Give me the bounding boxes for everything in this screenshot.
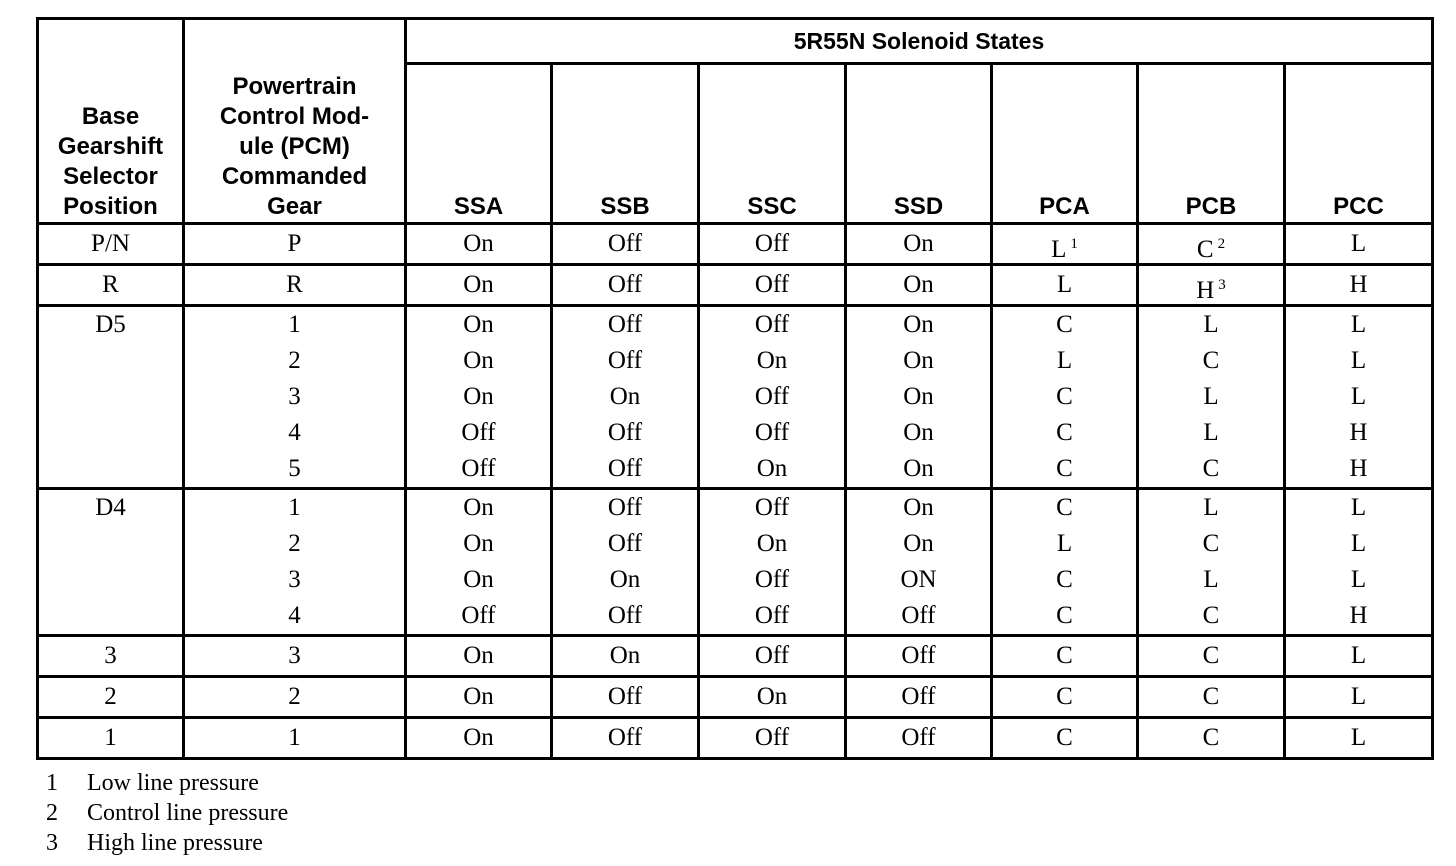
footnote-ref: 1 [1070, 236, 1078, 252]
cell-ssa: On [406, 677, 552, 718]
cell-ssc: Off [699, 224, 846, 265]
cell-ssc: Off [699, 718, 846, 759]
cell-ssb: Off [552, 677, 699, 718]
cell-ssa: On On On Off [406, 489, 552, 636]
cell-ssb: On [552, 636, 699, 677]
cell-pcc: L [1285, 224, 1433, 265]
cell-ssc: Off [699, 636, 846, 677]
cell-pcb: L C L L C [1138, 306, 1285, 489]
header-ssc: SSC [699, 64, 846, 224]
table-row [38, 224, 1433, 265]
cell-ssd: On On ON Off [846, 489, 992, 636]
cell-ssb: Off [552, 265, 699, 306]
table-row [38, 718, 1433, 759]
table-row-group [38, 306, 1433, 489]
footnote-ref: 2 [1217, 236, 1226, 252]
cell-pca: C L C C C [992, 306, 1138, 489]
cell-position: 3 [38, 636, 184, 677]
header-ssd: SSD [846, 64, 992, 224]
cell-position: D4 [38, 489, 184, 636]
header-selector-position: Base Gearshift Selector Position [38, 19, 184, 224]
cell-pca: L $^1$ [992, 224, 1138, 265]
cell-position: 2 [38, 677, 184, 718]
cell-pcb: C [1138, 677, 1285, 718]
cell-pcb: H $^3$ [1138, 265, 1285, 306]
cell-position: P/N [38, 224, 184, 265]
cell-pcc: L [1285, 677, 1433, 718]
footnote-ref: 3 [1218, 277, 1226, 293]
cell-ssa: On On On Off Off [406, 306, 552, 489]
cell-gear: 2 [184, 677, 406, 718]
cell-pcb: L C L C [1138, 489, 1285, 636]
cell-ssd: On [846, 224, 992, 265]
cell-gear: 1 2 3 4 5 [184, 306, 406, 489]
cell-ssb: Off [552, 718, 699, 759]
header-pcb: PCB [1138, 64, 1285, 224]
cell-ssc: Off [699, 265, 846, 306]
cell-position: 1 [38, 718, 184, 759]
cell-ssd: Off [846, 718, 992, 759]
cell-pca: L [992, 265, 1138, 306]
cell-pcb: C $^2$ [1138, 224, 1285, 265]
table-row [38, 636, 1433, 677]
footnote-2: 2 Control line pressure [46, 800, 289, 826]
cell-pcb: C [1138, 636, 1285, 677]
cell-gear: P [184, 224, 406, 265]
table-row [38, 265, 1433, 306]
cell-gear: 3 [184, 636, 406, 677]
header-pcm-commanded-gear: Powertrain Control Mod- ule (PCM) Commanded Gear [184, 19, 406, 224]
cell-pcc: L [1285, 718, 1433, 759]
cell-position: R [38, 265, 184, 306]
cell-pcc: L [1285, 636, 1433, 677]
cell-ssd: On [846, 265, 992, 306]
cell-ssc: Off On Off Off [699, 489, 846, 636]
cell-ssd: On On On On On [846, 306, 992, 489]
cell-pcb: C [1138, 718, 1285, 759]
cell-ssc: Off On Off Off On [699, 306, 846, 489]
header-ssb: SSB [552, 64, 699, 224]
cell-pcc: H [1285, 265, 1433, 306]
cell-ssb: Off [552, 224, 699, 265]
cell-pcc: L L L H [1285, 489, 1433, 636]
header-ssa: SSA [406, 64, 552, 224]
cell-gear: R [184, 265, 406, 306]
cell-gear: 1 2 3 4 [184, 489, 406, 636]
footnote-1: 1 Low line pressure [46, 770, 259, 796]
cell-ssb: Off Off On Off [552, 489, 699, 636]
table-row-group [38, 489, 1433, 636]
cell-position: D5 [38, 306, 184, 489]
header-pcc: PCC [1285, 64, 1433, 224]
cell-ssd: Off [846, 677, 992, 718]
cell-ssd: Off [846, 636, 992, 677]
table-title: 5R55N Solenoid States [406, 19, 1433, 64]
cell-pcc: L L L H H [1285, 306, 1433, 489]
cell-pca: C [992, 718, 1138, 759]
cell-ssa: On [406, 636, 552, 677]
cell-ssa: On [406, 718, 552, 759]
cell-gear: 1 [184, 718, 406, 759]
cell-ssb: Off Off On Off Off [552, 306, 699, 489]
cell-ssa: On [406, 224, 552, 265]
cell-pca: C L C C [992, 489, 1138, 636]
header-pca: PCA [992, 64, 1138, 224]
cell-pca: C [992, 677, 1138, 718]
table-row [38, 677, 1433, 718]
solenoid-states-table [36, 17, 1434, 760]
footnote-3: 3 High line pressure [46, 830, 263, 856]
cell-ssa: On [406, 265, 552, 306]
cell-pca: C [992, 636, 1138, 677]
cell-ssc: On [699, 677, 846, 718]
